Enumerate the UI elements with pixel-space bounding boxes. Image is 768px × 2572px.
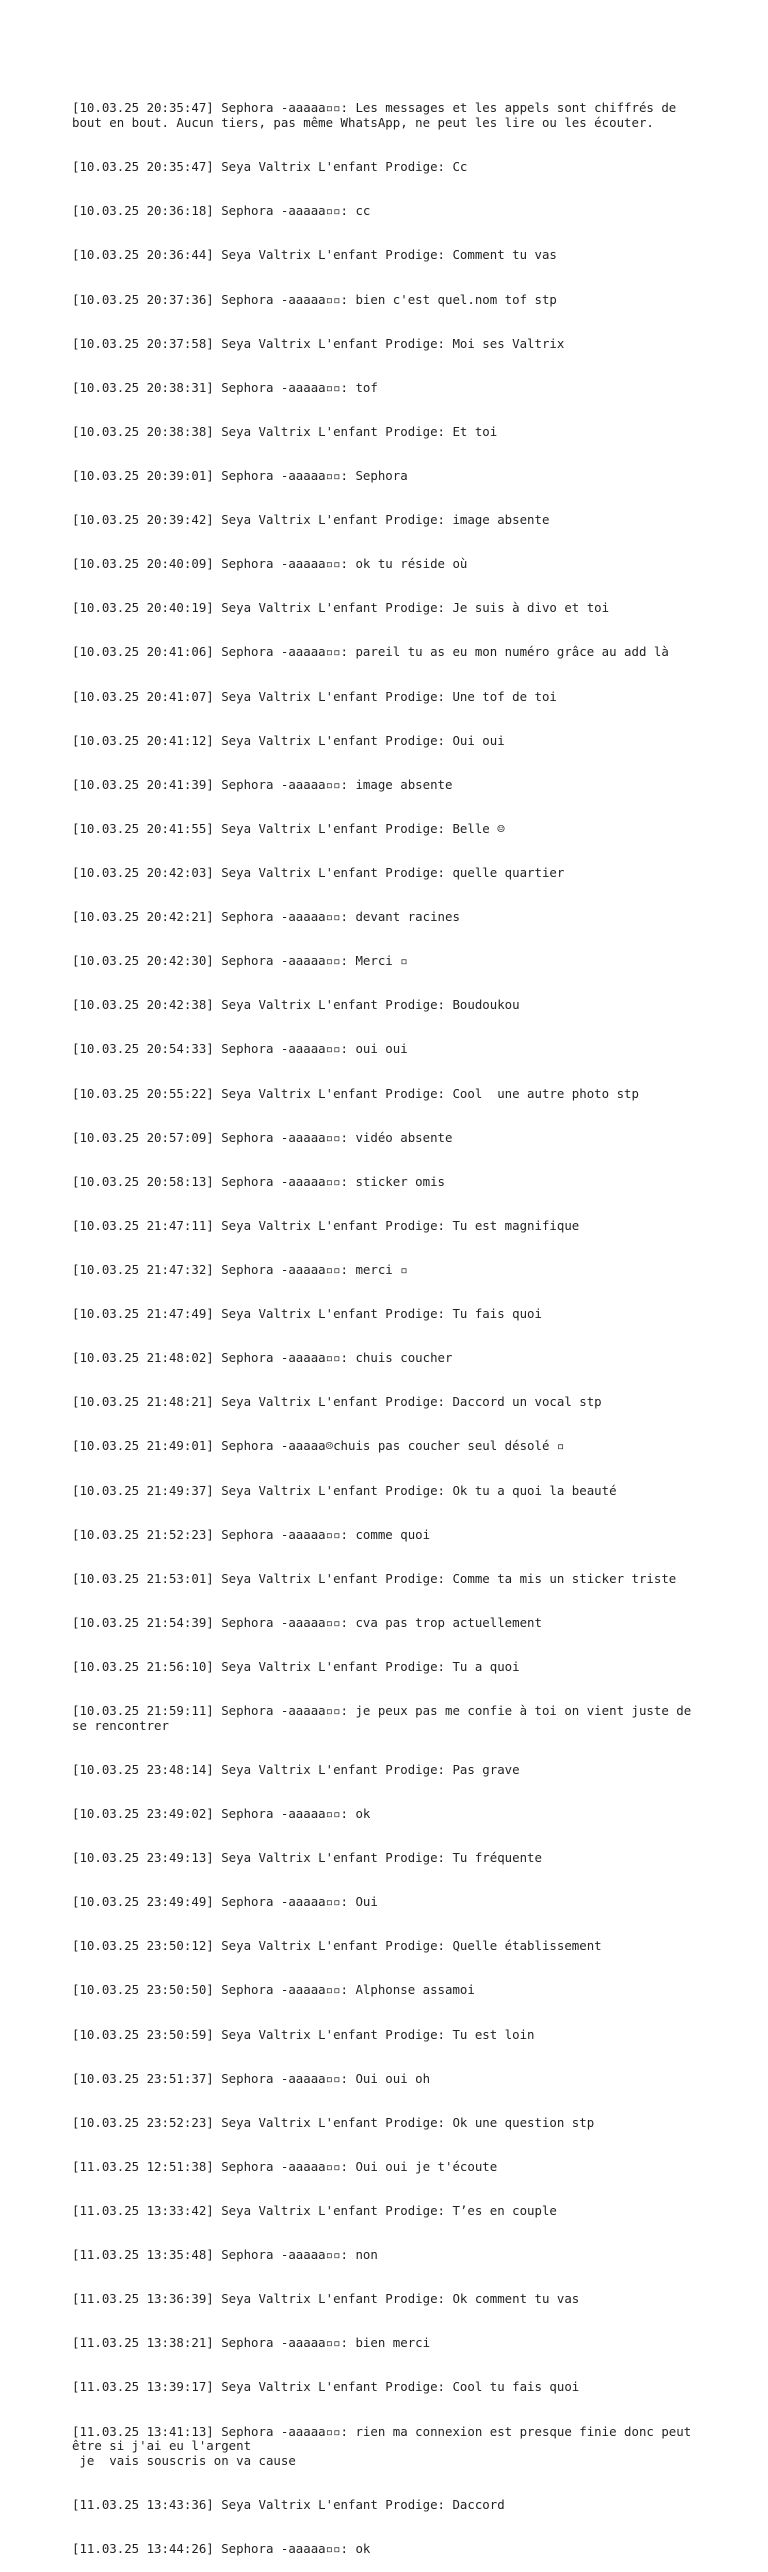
chat-line: [10.03.25 20:37:36] Sephora -aaaaa▫▫: bien c'est quel.nom tof stp <box>72 291 557 307</box>
chat-line: [10.03.25 21:56:10] Seya Valtrix L'enfant Prodige: Tu a quoi <box>72 1658 520 1674</box>
chat-line: [10.03.25 21:53:01] Seya Valtrix L'enfant Prodige: Comme ta mis un sticker triste <box>72 1570 677 1586</box>
chat-line: [11.03.25 13:33:42] Seya Valtrix L'enfant Prodige: T’es en couple <box>72 2202 557 2218</box>
chat-line: [10.03.25 23:50:50] Sephora -aaaaa▫▫: Alphonse assamoi <box>72 1982 475 1998</box>
chat-line: [10.03.25 23:52:23] Seya Valtrix L'enfant Prodige: Ok une question stp <box>72 2114 595 2130</box>
chat-line: [11.03.25 13:36:39] Seya Valtrix L'enfant Prodige: Ok comment tu vas <box>72 2291 580 2307</box>
chat-line: [10.03.25 23:50:59] Seya Valtrix L'enfant Prodige: Tu est loin <box>72 2026 535 2042</box>
chat-line: [11.03.25 13:35:48] Sephora -aaaaa▫▫: non <box>72 2247 378 2263</box>
chat-line: [10.03.25 20:42:38] Seya Valtrix L'enfant Prodige: Boudoukou <box>72 997 520 1013</box>
chat-line: [10.03.25 20:38:38] Seya Valtrix L'enfant Prodige: Et toi <box>72 423 498 439</box>
chat-line: [10.03.25 20:36:18] Sephora -aaaaa▫▫: cc <box>72 203 371 219</box>
chat-line: [10.03.25 20:42:21] Sephora -aaaaa▫▫: devant racines <box>72 909 460 925</box>
chat-line: [10.03.25 20:42:03] Seya Valtrix L'enfant Prodige: quelle quartier <box>72 864 565 880</box>
chat-line: [10.03.25 21:49:37] Seya Valtrix L'enfant Prodige: Ok tu a quoi la beauté <box>72 1482 617 1498</box>
chat-line: [10.03.25 20:41:12] Seya Valtrix L'enfant Prodige: Oui oui <box>72 732 505 748</box>
chat-line: [10.03.25 23:50:12] Seya Valtrix L'enfant Prodige: Quelle établissement <box>72 1938 602 1954</box>
chat-line: [10.03.25 21:59:11] Sephora -aaaaa▫▫: je peux pas me confie à toi on vient juste de se rencontrer <box>72 1703 699 1733</box>
chat-line: [10.03.25 20:35:47] Sephora -aaaaa▫▫: Les messages et les appels sont chiffrés de bout en bout. Aucun tiers, pas même WhatsApp, ne peut les lire ou les écouter. <box>72 100 684 131</box>
chat-line: [10.03.25 20:39:42] Seya Valtrix L'enfant Prodige: image absente <box>72 512 550 528</box>
chat-line: [10.03.25 20:39:01] Sephora -aaaaa▫▫: Sephora <box>72 467 408 483</box>
chat-line: [10.03.25 20:41:07] Seya Valtrix L'enfant Prodige: Une tof de toi <box>72 688 557 704</box>
chat-line: [10.03.25 20:36:44] Seya Valtrix L'enfant Prodige: Comment tu vas <box>72 247 557 263</box>
chat-line: [10.03.25 21:47:11] Seya Valtrix L'enfant Prodige: Tu est magnifique <box>72 1217 580 1233</box>
chat-line: [10.03.25 20:35:47] Seya Valtrix L'enfant Prodige: Cc <box>72 159 468 175</box>
chat-line: [11.03.25 13:39:17] Seya Valtrix L'enfant Prodige: Cool tu fais quoi <box>72 2379 580 2395</box>
chat-line: [10.03.25 21:49:01] Sephora -aaaaa☹chuis pas coucher seul désolé ▫ <box>72 1438 565 1454</box>
chat-line: [10.03.25 20:40:19] Seya Valtrix L'enfant Prodige: Je suis à divo et toi <box>72 600 610 616</box>
chat-line: [10.03.25 20:57:09] Sephora -aaaaa▫▫: vidéo absente <box>72 1129 453 1145</box>
chat-line: [10.03.25 21:52:23] Sephora -aaaaa▫▫: comme quoi <box>72 1526 431 1542</box>
chat-line: [10.03.25 21:54:39] Sephora -aaaaa▫▫: cva pas trop actuellement <box>72 1614 542 1630</box>
chat-line: [10.03.25 20:41:39] Sephora -aaaaa▫▫: image absente <box>72 776 453 792</box>
chat-line: [11.03.25 12:51:38] Sephora -aaaaa▫▫: Oui oui je t'écoute <box>72 2158 498 2174</box>
chat-line: [10.03.25 23:49:02] Sephora -aaaaa▫▫: ok <box>72 1805 371 1821</box>
chat-line: [10.03.25 21:47:49] Seya Valtrix L'enfant Prodige: Tu fais quoi <box>72 1306 542 1322</box>
chat-line: [10.03.25 20:54:33] Sephora -aaaaa▫▫: oui oui <box>72 1041 408 1057</box>
chat-line: [10.03.25 20:42:30] Sephora -aaaaa▫▫: Merci ▫ <box>72 953 408 969</box>
chat-line: [10.03.25 21:48:02] Sephora -aaaaa▫▫: chuis coucher <box>72 1350 453 1366</box>
chat-line: [11.03.25 13:41:13] Sephora -aaaaa▫▫: rien ma connexion est presque finie donc peut être si j'ai eu l'argent je vais souscris on va cause <box>72 2423 692 2468</box>
chat-line: [10.03.25 23:49:13] Seya Valtrix L'enfant Prodige: Tu fréquente <box>72 1850 542 1866</box>
chat-line: [10.03.25 20:41:06] Sephora -aaaaa▫▫: pareil tu as eu mon numéro grâce au add là <box>72 644 669 660</box>
chat-line: [10.03.25 20:41:55] Seya Valtrix L'enfant Prodige: Belle ☺ <box>72 820 505 836</box>
chat-transcript <box>72 72 702 2572</box>
chat-line: [10.03.25 20:37:58] Seya Valtrix L'enfant Prodige: Moi ses Valtrix <box>72 335 565 351</box>
chat-line: [11.03.25 13:43:36] Seya Valtrix L'enfant Prodige: Daccord <box>72 2497 505 2513</box>
chat-line: [10.03.25 23:49:49] Sephora -aaaaa▫▫: Oui <box>72 1894 378 1910</box>
chat-line: [10.03.25 21:48:21] Seya Valtrix L'enfant Prodige: Daccord un vocal stp <box>72 1394 602 1410</box>
chat-line: [10.03.25 20:58:13] Sephora -aaaaa▫▫: sticker omis <box>72 1173 445 1189</box>
chat-line: [10.03.25 20:38:31] Sephora -aaaaa▫▫: tof <box>72 379 378 395</box>
chat-line: [10.03.25 23:48:14] Seya Valtrix L'enfant Prodige: Pas grave <box>72 1761 520 1777</box>
chat-line: [10.03.25 23:51:37] Sephora -aaaaa▫▫: Oui oui oh <box>72 2070 431 2086</box>
chat-line: [11.03.25 13:44:26] Sephora -aaaaa▫▫: ok <box>72 2541 371 2557</box>
chat-line: [10.03.25 20:40:09] Sephora -aaaaa▫▫: ok tu réside où <box>72 556 468 572</box>
chat-line: [10.03.25 21:47:32] Sephora -aaaaa▫▫: merci ▫ <box>72 1261 408 1277</box>
chat-line: [10.03.25 20:55:22] Seya Valtrix L'enfant Prodige: Cool une autre photo stp <box>72 1085 639 1101</box>
chat-line: [11.03.25 13:38:21] Sephora -aaaaa▫▫: bien merci <box>72 2335 431 2351</box>
